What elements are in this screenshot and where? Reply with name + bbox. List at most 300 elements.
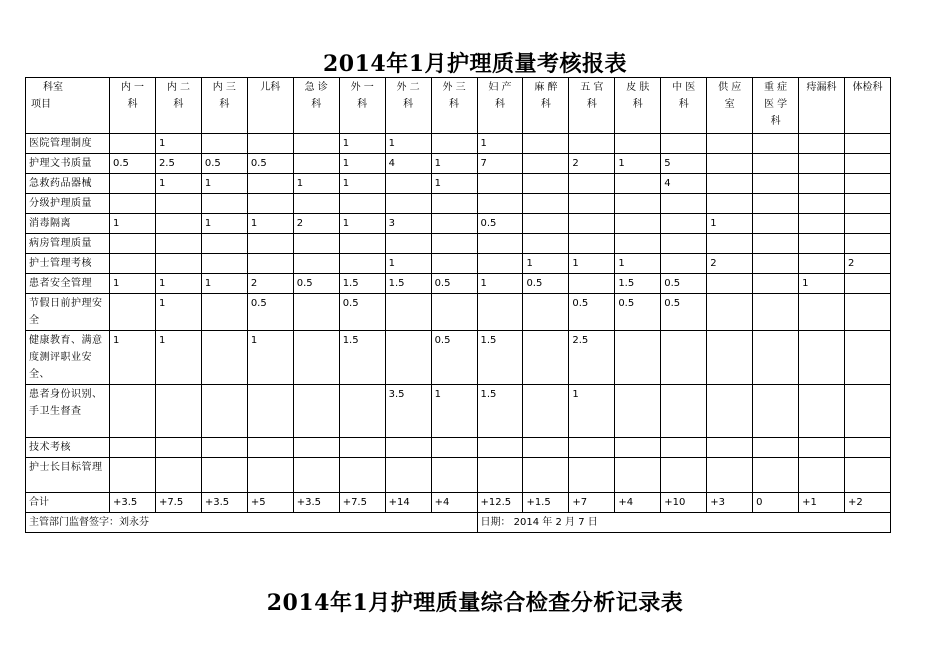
score-cell [247,254,293,274]
score-cell: 1 [477,134,523,154]
score-cell [799,134,845,154]
table-row [26,214,891,234]
score-cell: 1 [155,294,201,331]
score-cell: 0.5 [431,331,477,385]
score-cell [155,194,201,214]
score-cell [385,174,431,194]
table-row [26,458,891,493]
score-cell [110,294,156,331]
table-row [26,194,891,214]
score-cell [799,174,845,194]
signature-cell: 主管部门监督签字：刘永芬 [26,513,478,533]
score-cell [155,385,201,438]
score-cell [569,194,615,214]
score-cell [293,385,339,438]
score-cell: 1 [155,134,201,154]
score-cell: 1 [247,214,293,234]
score-cell: 1 [431,174,477,194]
score-cell: 0.5 [477,214,523,234]
score-cell [431,134,477,154]
department-header-line: 妇 产 [488,82,512,93]
total-cell: +7.5 [339,493,385,513]
score-cell [799,154,845,174]
score-cell [753,254,799,274]
score-cell [247,385,293,438]
score-cell [523,214,569,234]
department-header-line: 科 [586,99,597,110]
total-cell: +1 [799,493,845,513]
score-cell: 1 [707,214,753,234]
score-cell [845,234,891,254]
row-label: 护理文书质量 [26,154,110,174]
score-cell [523,134,569,154]
score-cell [707,194,753,214]
score-cell: 1.5 [477,385,523,438]
score-cell [661,438,707,458]
department-header [110,78,156,134]
department-header-line: 麻 醉 [534,82,558,93]
score-cell [431,458,477,493]
score-cell: 2 [293,214,339,234]
department-header-line: 科 [219,99,230,110]
score-cell [201,438,247,458]
score-cell [523,385,569,438]
score-cell [845,134,891,154]
score-cell [661,134,707,154]
score-cell [431,294,477,331]
department-header-line: 科 [540,99,551,110]
score-cell: 2.5 [155,154,201,174]
department-header-line: 外 三 [442,82,466,93]
score-cell [477,194,523,214]
footer-row [26,513,891,533]
score-cell [569,174,615,194]
score-cell [799,331,845,385]
score-cell: 1 [155,274,201,294]
score-cell: 4 [661,174,707,194]
score-cell [753,154,799,174]
score-cell [569,458,615,493]
score-cell [201,385,247,438]
row-label: 急救药品器械 [26,174,110,194]
score-cell: 1 [155,174,201,194]
row-label: 医院管理制度 [26,134,110,154]
score-cell [845,458,891,493]
total-cell: +4 [431,493,477,513]
score-cell: 0.5 [431,274,477,294]
score-cell [201,234,247,254]
department-header-line: 科 [494,99,505,110]
total-label: 合计 [26,493,110,513]
score-cell [615,331,661,385]
total-cell: +3.5 [201,493,247,513]
score-cell [661,214,707,234]
table-row [26,331,891,385]
score-cell [753,294,799,331]
score-cell [615,194,661,214]
score-cell [799,254,845,274]
row-label: 节假日前护理安全 [26,294,110,331]
score-cell: 1 [799,274,845,294]
department-header-line: 外 一 [350,82,374,93]
score-cell [201,331,247,385]
score-cell: 0.5 [661,274,707,294]
department-header [385,78,431,134]
row-label: 护士长目标管理 [26,458,110,493]
total-cell: +7 [569,493,615,513]
score-cell [707,174,753,194]
department-header-line: 急 诊 [304,82,328,93]
score-cell [569,234,615,254]
score-cell [569,438,615,458]
department-header-line: 五 官 [580,82,604,93]
table-row [26,154,891,174]
score-cell [799,214,845,234]
score-cell [845,274,891,294]
score-cell [293,194,339,214]
corner-label: 科室 [43,82,63,93]
table-row [26,385,891,438]
department-header-line: 重 症 [764,82,788,93]
score-cell [110,458,156,493]
row-label: 患者身份识别、手卫生督查 [26,385,110,438]
department-header-line: 内 三 [212,82,236,93]
score-cell [110,174,156,194]
department-header [339,78,385,134]
department-header-line: 科 [173,99,184,110]
score-cell [155,254,201,274]
score-cell: 0.5 [247,154,293,174]
table-row [26,254,891,274]
row-label: 分级护理质量 [26,194,110,214]
table-row [26,438,891,458]
score-cell [431,234,477,254]
score-cell [799,294,845,331]
score-cell [523,234,569,254]
score-cell [753,438,799,458]
score-cell: 4 [385,154,431,174]
score-cell: 0.5 [339,294,385,331]
score-cell [845,331,891,385]
score-cell [477,174,523,194]
score-cell [615,438,661,458]
score-cell [247,438,293,458]
record-title: 2014年1月护理质量综合检查分析记录表 [266,590,684,616]
score-cell: 1 [339,174,385,194]
score-cell: 3.5 [385,385,431,438]
score-cell [845,174,891,194]
score-cell [110,234,156,254]
score-cell [385,438,431,458]
department-header-line: 体检科 [852,82,883,93]
total-cell: +3.5 [110,493,156,513]
score-cell [523,294,569,331]
score-cell [431,214,477,234]
score-cell [615,458,661,493]
header-row [26,78,891,134]
score-cell [615,234,661,254]
score-cell [339,254,385,274]
score-cell [293,234,339,254]
score-cell: 1 [569,254,615,274]
score-cell: 0.5 [615,294,661,331]
score-cell: 1 [339,154,385,174]
score-cell [247,458,293,493]
score-cell: 0.5 [247,294,293,331]
score-cell: 2 [569,154,615,174]
score-cell: 1.5 [339,331,385,385]
score-cell [753,174,799,194]
department-header-line: 供 应 [718,82,742,93]
department-header [845,78,891,134]
score-cell [523,458,569,493]
department-header [615,78,661,134]
department-header-line: 痔漏科 [806,82,837,93]
score-cell [201,458,247,493]
score-cell [799,234,845,254]
score-cell: 0.5 [661,294,707,331]
score-cell [385,458,431,493]
score-cell [155,458,201,493]
score-cell [110,385,156,438]
score-cell: 1 [339,214,385,234]
score-cell [569,134,615,154]
score-cell [615,385,661,438]
table-row [26,274,891,294]
department-header [707,78,753,134]
score-cell: 2 [707,254,753,274]
score-cell: 1 [155,331,201,385]
department-header-line: 外 二 [396,82,420,93]
row-label: 护士管理考核 [26,254,110,274]
score-cell [753,214,799,234]
score-cell [753,234,799,254]
score-cell [339,194,385,214]
total-cell: +5 [247,493,293,513]
score-cell [615,174,661,194]
score-cell [707,234,753,254]
score-cell: 1 [523,254,569,274]
score-cell [293,254,339,274]
department-header [661,78,707,134]
score-cell [661,234,707,254]
total-row [26,493,891,513]
table-row [26,134,891,154]
score-cell [431,438,477,458]
score-cell [707,331,753,385]
score-cell [339,234,385,254]
score-cell [201,194,247,214]
department-header-line: 儿科 [260,82,281,93]
score-cell [155,438,201,458]
department-header [293,78,339,134]
score-cell [707,154,753,174]
score-cell [523,194,569,214]
score-cell [339,438,385,458]
department-header-line: 科 [127,99,138,110]
score-cell [247,234,293,254]
department-header-line: 内 一 [120,82,145,93]
department-header [569,78,615,134]
score-cell [247,174,293,194]
score-cell [753,274,799,294]
score-cell [385,331,431,385]
score-cell [247,134,293,154]
row-label: 消毒隔离 [26,214,110,234]
score-cell: 1 [431,385,477,438]
score-cell [293,331,339,385]
score-cell: 2 [247,274,293,294]
score-cell [523,438,569,458]
row-label: 健康教育、满意度测评职业安全、 [26,331,110,385]
score-cell [385,234,431,254]
score-cell [155,234,201,254]
department-header [799,78,845,134]
score-cell: 1 [201,214,247,234]
score-cell [339,458,385,493]
score-cell [845,214,891,234]
score-cell [477,438,523,458]
score-cell [477,458,523,493]
score-cell [477,294,523,331]
score-cell: 1 [110,331,156,385]
score-cell [661,331,707,385]
department-header [247,78,293,134]
total-cell: +4 [615,493,661,513]
total-cell: +7.5 [155,493,201,513]
score-cell [615,214,661,234]
total-cell: +12.5 [477,493,523,513]
department-header-line: 科 [449,99,460,110]
score-cell [110,134,156,154]
score-cell [201,294,247,331]
row-label: 病房管理质量 [26,234,110,254]
score-cell: 1.5 [339,274,385,294]
score-cell: 5 [661,154,707,174]
score-cell: 0.5 [201,154,247,174]
score-cell [661,458,707,493]
total-cell: +14 [385,493,431,513]
score-cell [661,194,707,214]
score-cell [707,274,753,294]
score-cell [845,154,891,174]
department-header [477,78,523,134]
score-cell [110,194,156,214]
score-cell [707,438,753,458]
score-cell [845,294,891,331]
department-header [431,78,477,134]
department-header-line: 内 二 [166,82,190,93]
department-header [201,78,247,134]
score-cell: 1.5 [385,274,431,294]
score-cell [431,254,477,274]
score-cell [753,134,799,154]
score-cell: 1 [293,174,339,194]
score-cell [845,438,891,458]
score-cell [477,254,523,274]
department-header-line: 科 [678,99,689,110]
score-cell: 1 [201,174,247,194]
department-header-line: 中 医 [672,82,696,93]
score-cell [753,385,799,438]
score-cell: 1 [385,254,431,274]
score-cell [523,331,569,385]
score-cell: 1 [615,254,661,274]
score-cell [707,294,753,331]
score-cell: 0.5 [523,274,569,294]
score-cell: 0.5 [293,274,339,294]
department-header-line: 皮 肤 [626,82,650,93]
score-cell [385,294,431,331]
score-cell [293,134,339,154]
department-header-line: 医 学 [764,99,788,110]
score-cell [247,194,293,214]
score-cell [293,294,339,331]
score-cell [799,458,845,493]
row-label: 患者安全管理 [26,274,110,294]
score-cell: 2 [845,254,891,274]
score-cell: 1 [201,274,247,294]
table-row [26,294,891,331]
department-header [155,78,201,134]
corner-label: 项目 [31,99,51,110]
score-cell [385,194,431,214]
score-cell [293,438,339,458]
score-cell: 1 [477,274,523,294]
score-cell [845,194,891,214]
department-header-line: 科 [770,116,781,127]
score-cell [110,254,156,274]
table-row [26,234,891,254]
score-cell: 1 [110,274,156,294]
score-cell: 1 [110,214,156,234]
score-cell [201,254,247,274]
score-cell [523,154,569,174]
report-title: 2014年1月护理质量考核报表 [322,51,628,77]
department-header-line: 科 [357,99,368,110]
score-cell [293,154,339,174]
total-cell: +3 [707,493,753,513]
score-cell [110,438,156,458]
score-cell [845,385,891,438]
score-cell [707,458,753,493]
score-cell [799,194,845,214]
department-header-line: 科 [311,99,322,110]
score-cell [569,274,615,294]
department-header-line: 科 [403,99,414,110]
score-cell: 7 [477,154,523,174]
table-row [26,174,891,194]
score-cell [293,458,339,493]
score-cell [707,134,753,154]
score-cell: 1 [615,154,661,174]
score-cell: 1 [385,134,431,154]
department-header-line: 室 [724,99,735,110]
score-cell: 2.5 [569,331,615,385]
department-header [753,78,799,134]
score-cell: 1 [339,134,385,154]
score-cell [615,134,661,154]
score-cell [339,385,385,438]
score-cell [523,174,569,194]
score-cell [431,194,477,214]
corner-cell [26,78,110,134]
row-label: 技术考核 [26,438,110,458]
total-cell: 0 [753,493,799,513]
score-cell [477,234,523,254]
total-cell: +1.5 [523,493,569,513]
score-cell: 1.5 [477,331,523,385]
